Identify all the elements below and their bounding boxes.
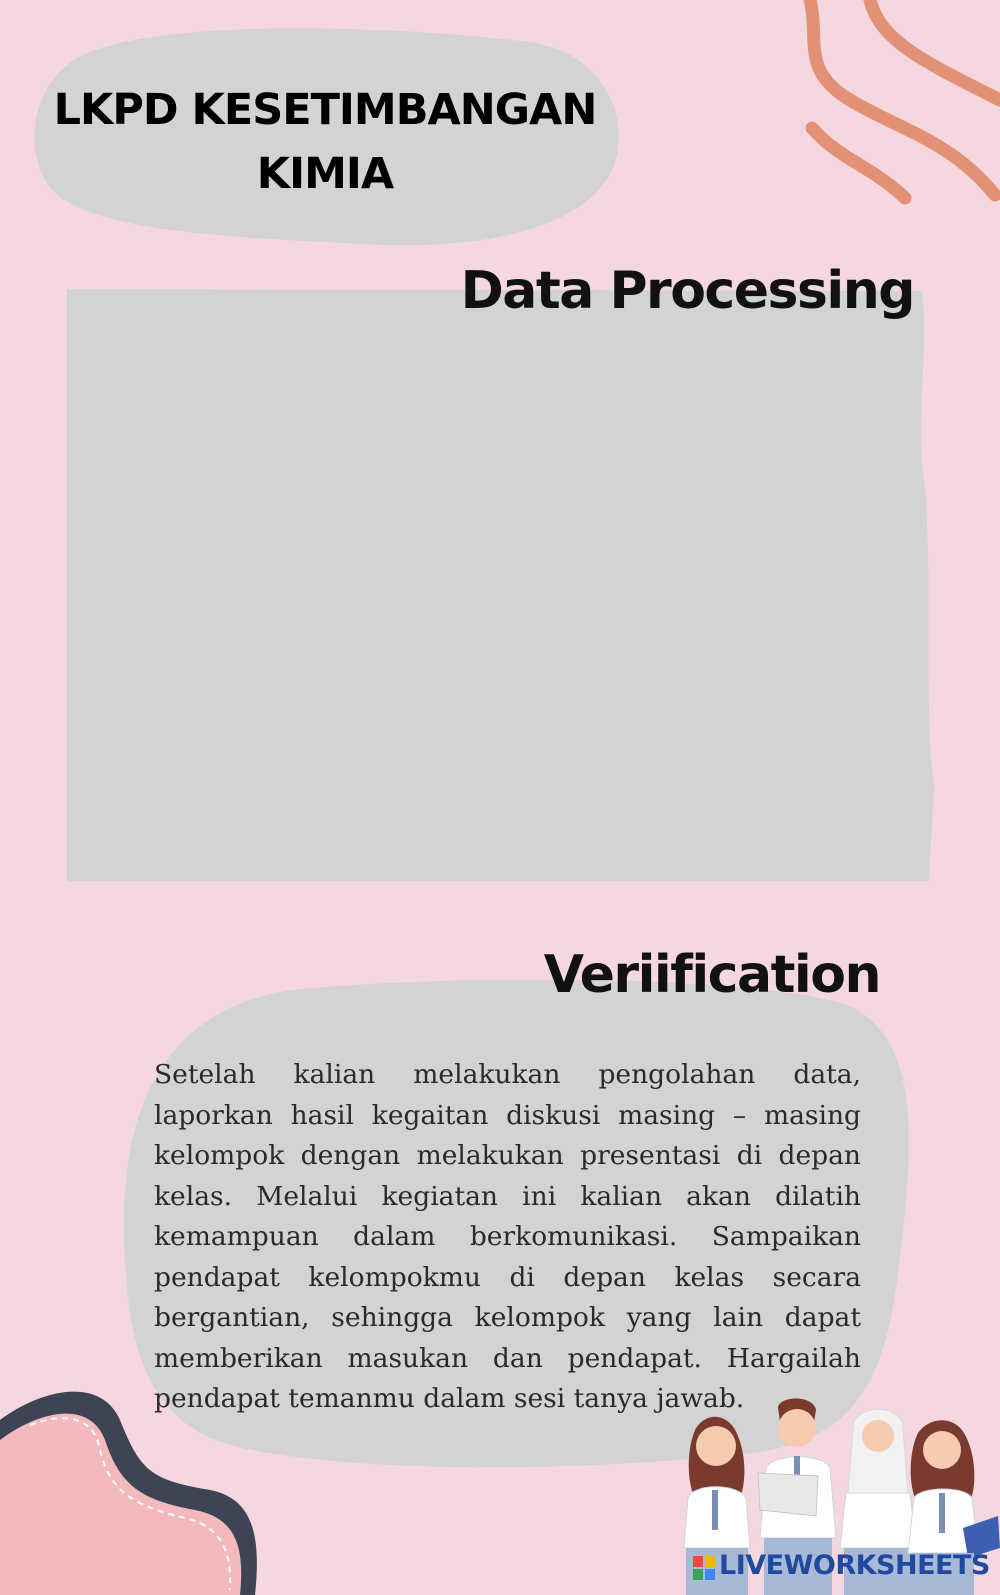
page-title	[35, 78, 615, 206]
brand-name: LIVEWORKSHEETS	[719, 1550, 990, 1581]
verification-body: Setelah kalian melakukan pengolahan data, laporkan hasil kegaitan diskusi masing – masing kelompok dengan melakukan presentasi di depan kelas. Melalui kegiatan ini kalian akan dilatih kemampuan dalam berkomunikasi. Sampaikan pendapat kelompokmu di depan kelas secara bergantian, sehingga kelompok yang lain dapat memberikan masukan dan pendapat. Hargailah pendapat temanmu dalam sesi tanya jawab.	[154, 1059, 861, 1414]
wave-decoration	[0, 1380, 260, 1595]
liveworksheets-logo-icon	[693, 1556, 715, 1580]
data-processing-heading: Data Processing	[460, 261, 914, 321]
title-line-2: KIMIA	[256, 149, 394, 199]
data-processing-area	[67, 289, 935, 881]
title-line-1: LKPD KESETIMBANGAN	[53, 85, 597, 135]
verification-heading: Veriification	[543, 945, 880, 1005]
